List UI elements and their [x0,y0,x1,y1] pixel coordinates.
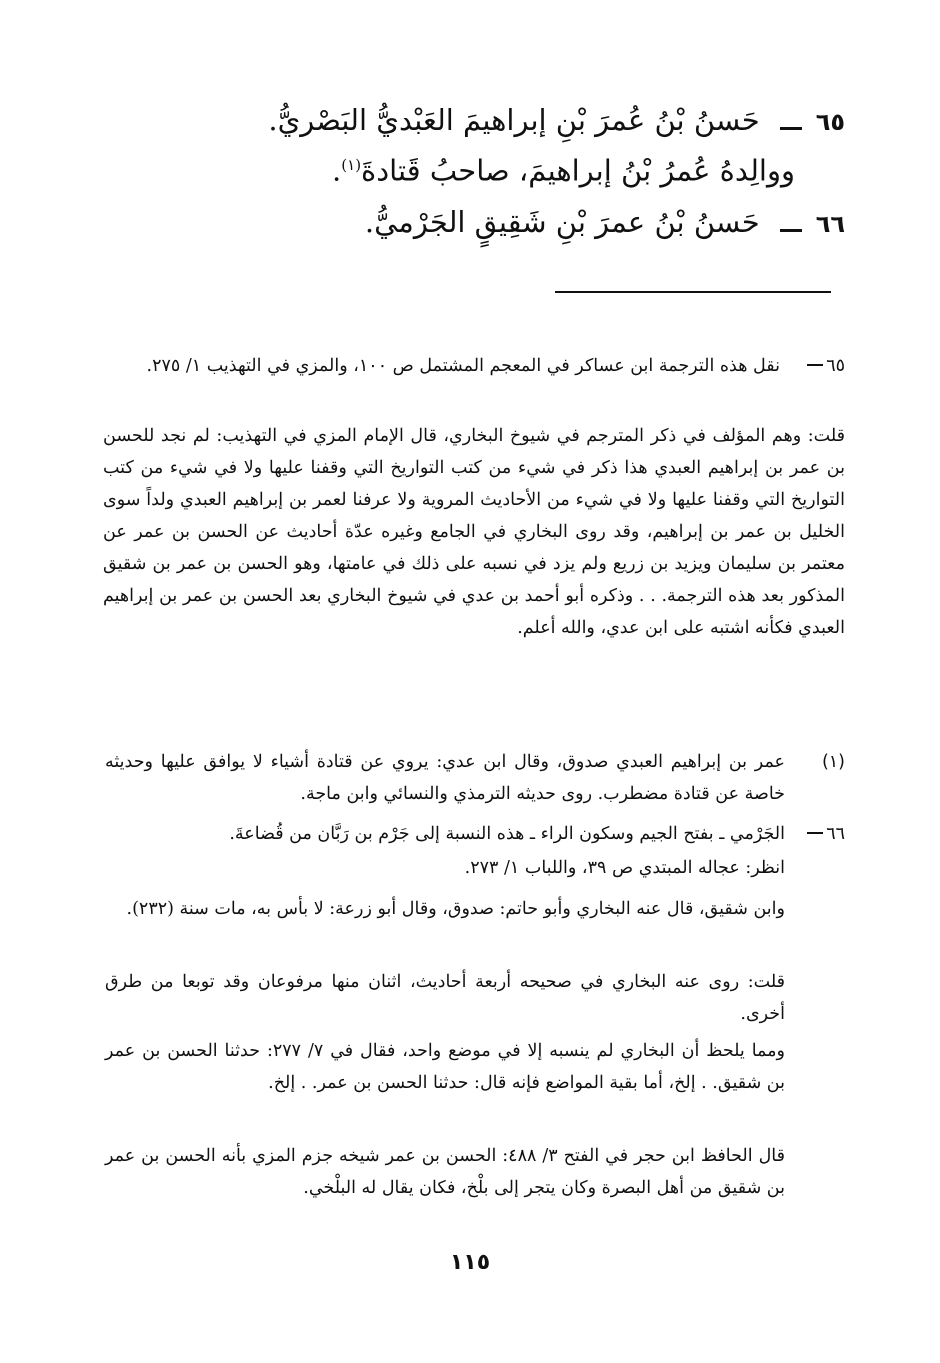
entry-66 [85,202,845,244]
footnote-65-paragraph: قلت: وهم المؤلف في ذكر المترجم في شيوخ البخاري، قال الإمام المزي في التهذيب: لم نجد للحسن بن عمر بن إبراهيم العبدي هذا ذكر في شيء من كتب التواريخ التي وقفنا عليها ولا في شيء من كتب التواريخ التي وقفنا عليها ولا في شيء من الأحاديث المروية ولا عرفنا لعمر بن إبراهيم العبدي ولداً سوى الخليل بن عمر بن إبراهيم، وقد روى البخاري في الجامع وغيره عدّة أحاديث عن الحسن بن عمر عن معتمر بن سليمان ويزيد بن زريع ولم يزد في نسبه على ذلك في عامتها، وهو الحسن بن عمر بن شقيق المذكور بعد هذه الترجمة. . . وذكره أبو أحمد بن عدي في شيوخ البخاري بعد الحسن بن عمر بن إبراهيم العبدي فكأنه اشتبه على ابن عدي، والله أعلم. [103,426,845,638]
entry-heading: حَسنُ بْنُ عمرَ بْنِ شَقِيقٍ الجَرْميُّ. [364,205,760,239]
footnote-66-ref: انظر: عجاله المبتدي ص ٣٩، واللباب ١/ ٢٧٣. [464,858,785,878]
footnote-1-text: عمر بن إبراهيم العبدي صدوق، وقال ابن عدي: يروي عن قتادة أشياء لا يوافق عليها وحديثه خاصة عن قتادة مضطرب. روى حديثه الترمذي والنسائي وابن ماجة. [105,752,785,804]
footnote-dash [807,364,823,366]
entry-text-main: ووالِدهُ عُمرُ بْنُ إبراهيمَ، صاحبُ قَتادةَ [361,153,795,188]
entry-65-line2 [35,145,795,191]
footnote-number: ٦٥ [826,356,845,376]
entry-number: ٦٦ [815,210,845,238]
footnote-65-first: نقل هذه الترجمة ابن عساكر في المعجم المشتمل ص ١٠٠، والمزي في التهذيب ١/ ٢٧٥. [146,356,780,376]
entry-dash [780,229,802,232]
footnote-separator [555,291,831,293]
footnote-number: ٦٦ [826,824,845,844]
footnote-1-marker: (١) [821,752,845,772]
footnote-dash [807,832,823,834]
entry-heading: حَسنُ بْنُ عُمرَ بْنِ إبراهيمَ العَبْديُّ البَصْريُّ. [268,103,760,137]
footnote-66-p2: وابن شقيق، قال عنه البخاري وأبو حاتم: صدوق، وقال أبو زرعة: لا بأس به، مات سنة (٢٣٢). [126,899,785,919]
entry-number: ٦٥ [815,108,845,136]
footnote-reference: (١) [341,156,362,174]
page-number: ١١٥ [449,1250,491,1275]
footnote-66-p4: ومما يلحظ أن البخاري لم ينسبه إلا في موضع واحد، فقال في ٧/ ٢٧٧: حدثنا الحسن بن عمر بن شقيق. . إلخ، أما بقية المواضع فإنه قال: حدثنا الحسن بن عمر. . إلخ. [105,1041,785,1093]
footnote-66-p5: قال الحافظ ابن حجر في الفتح ٣/ ٤٨٨: الحسن بن عمر شيخه جزم المزي بأنه الحسن بن عمر بن شقيق من أهل البصرة وكان يتجر إلى بلْخ، فكان يقال له البلْخي. [105,1146,785,1198]
entry-dash [780,127,802,130]
footnote-66-marker [804,818,845,850]
entry-text [332,145,795,191]
entry-65 [85,100,845,142]
entry-text-end: . [332,153,342,188]
footnote-66-first: الجَرْمي ـ بفتح الجيم وسكون الراء ـ هذه النسبة إلى جَرْم بن رَبَّان من قُضاعةَ. [229,824,785,844]
footnote-65-marker [804,350,845,382]
footnote-66-p3: قلت: روى عنه البخاري في صحيحه أربعة أحاديث، اثنان منها مرفوعان وقد توبعا من طرق أخرى. [105,972,785,1024]
